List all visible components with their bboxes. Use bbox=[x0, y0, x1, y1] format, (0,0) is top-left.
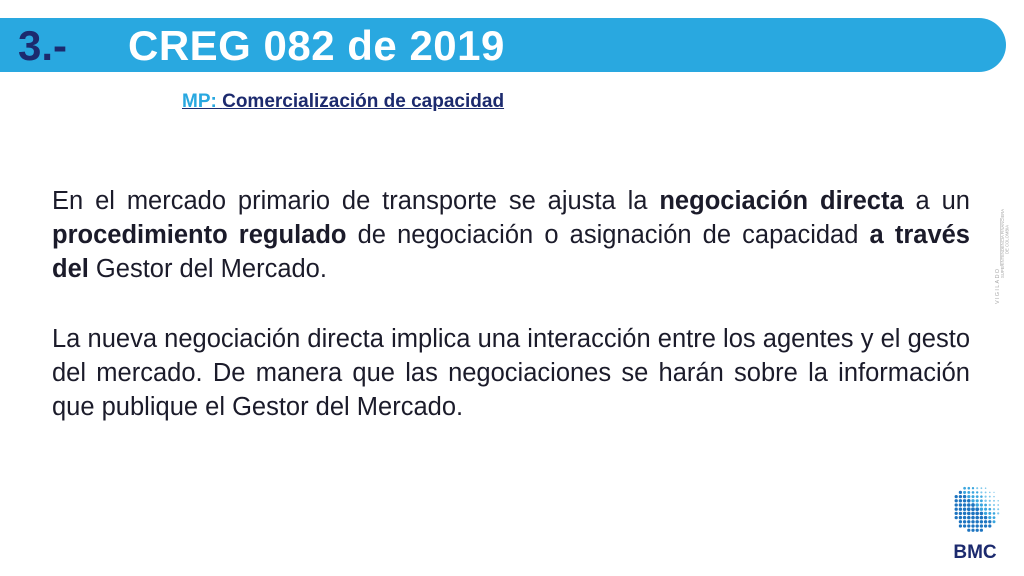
logo-text: BMC bbox=[953, 542, 997, 562]
page-title: CREG 082 de 2019 bbox=[128, 22, 505, 69]
logo-dot bbox=[980, 503, 983, 506]
logo-dot bbox=[997, 508, 999, 510]
logo-dot bbox=[971, 529, 974, 532]
logo-dot bbox=[968, 487, 971, 490]
logo-dot bbox=[980, 499, 983, 502]
logo-dot bbox=[989, 496, 991, 498]
p1-text-4: Gestor del Mercado. bbox=[88, 255, 327, 283]
logo-dot bbox=[988, 516, 991, 519]
logo-dot bbox=[988, 508, 991, 511]
logo-dot bbox=[967, 520, 970, 523]
logo-dot bbox=[971, 495, 974, 498]
logo-dot bbox=[971, 512, 975, 516]
logo-dot bbox=[984, 508, 987, 511]
logo-dot bbox=[975, 503, 978, 506]
logo-dot bbox=[963, 507, 967, 511]
logo-dot bbox=[955, 508, 958, 511]
subtitle-text: Comercialización de capacidad bbox=[222, 91, 505, 112]
logo-dot bbox=[976, 499, 979, 502]
logo-dot bbox=[972, 491, 975, 494]
p1-bold-1: negociación directa bbox=[659, 187, 904, 215]
logo-dot bbox=[959, 499, 962, 502]
logo-dot bbox=[976, 487, 978, 489]
paragraph-2: La nueva negociación directa implica una interacción entre los agentes y el gesto del mercado. De manera que las negociaciones se harán sobre la información que publique el Gestor del Mercado. bbox=[52, 325, 970, 421]
logo-dot bbox=[967, 524, 970, 527]
logo-dot bbox=[993, 504, 995, 506]
bmc-logo bbox=[944, 482, 1006, 562]
logo-dot bbox=[971, 516, 975, 520]
logo-dot bbox=[971, 520, 974, 523]
logo-dot bbox=[976, 524, 979, 527]
p1-bold-3: a través del bbox=[52, 221, 970, 283]
logo-dot bbox=[963, 487, 966, 490]
logo-dot bbox=[993, 520, 996, 523]
entity-line-1: SUPERINTENDENCIA FINANCIERA bbox=[1000, 208, 1005, 278]
logo-dot bbox=[993, 500, 995, 502]
logo-dot bbox=[989, 492, 991, 494]
logo-dot bbox=[963, 516, 966, 519]
logo-dot bbox=[988, 520, 991, 523]
logo-dot bbox=[989, 504, 991, 506]
logo-dot bbox=[975, 507, 979, 511]
logo-dot bbox=[967, 491, 970, 494]
logo-dot bbox=[985, 487, 987, 489]
logo-dot bbox=[967, 499, 971, 503]
logo-dot bbox=[963, 495, 966, 498]
logo-dot bbox=[955, 495, 958, 498]
logo-dot bbox=[967, 507, 971, 511]
logo-dot bbox=[959, 503, 962, 506]
logo-dot bbox=[985, 496, 987, 498]
logo-dot bbox=[959, 516, 962, 519]
logo-dot bbox=[980, 520, 983, 523]
logo-dot bbox=[997, 500, 999, 502]
logo-dot bbox=[984, 512, 987, 515]
p1-text-2: a un bbox=[903, 187, 970, 215]
logo-dot bbox=[971, 503, 975, 507]
logo-dot bbox=[993, 496, 995, 498]
logo-dot bbox=[984, 500, 987, 503]
logo-dot bbox=[959, 512, 962, 515]
logo-dot bbox=[976, 495, 979, 498]
vigilado-label: VIGILADO bbox=[995, 267, 1001, 304]
logo-dot bbox=[980, 487, 982, 489]
logo-dot bbox=[971, 499, 974, 502]
logo-dot bbox=[993, 512, 996, 515]
logo-dot bbox=[963, 524, 966, 527]
logo-dot bbox=[984, 516, 987, 519]
logo-dot bbox=[971, 524, 974, 527]
logo-dot bbox=[980, 524, 983, 527]
logo-dot bbox=[967, 495, 970, 498]
logo-dot bbox=[988, 512, 991, 515]
logo-dot bbox=[980, 507, 983, 510]
logo-dot bbox=[971, 507, 975, 511]
logo-dot bbox=[980, 491, 982, 493]
logo-dot bbox=[975, 516, 979, 520]
logo-dot bbox=[955, 516, 958, 519]
logo-dot bbox=[997, 504, 999, 506]
logo-dot bbox=[955, 503, 958, 506]
logo-dot bbox=[984, 504, 987, 507]
logo-dot bbox=[963, 491, 966, 494]
logo-dot bbox=[963, 512, 966, 515]
logo-dot bbox=[997, 512, 999, 514]
logo-dot bbox=[980, 529, 983, 532]
logo-dot bbox=[955, 499, 958, 502]
logo-dot bbox=[984, 524, 987, 527]
logo-globe-icon bbox=[955, 487, 1000, 532]
logo-dot bbox=[975, 520, 978, 523]
logo-dot bbox=[976, 491, 978, 493]
logo-dot bbox=[967, 512, 971, 516]
logo-dot bbox=[959, 520, 962, 523]
section-number: 3.- bbox=[18, 22, 68, 69]
logo-dot bbox=[972, 487, 974, 489]
logo-dot bbox=[980, 495, 983, 498]
logo-dot bbox=[959, 524, 962, 527]
logo-dot bbox=[988, 524, 991, 527]
logo-dot bbox=[959, 491, 962, 494]
subtitle-prefix: MP: bbox=[182, 91, 223, 112]
logo-dot bbox=[975, 512, 979, 516]
logo-dot bbox=[993, 508, 995, 510]
logo-dot bbox=[980, 516, 984, 520]
logo-dot bbox=[963, 520, 966, 523]
logo-dot bbox=[976, 529, 979, 532]
logo-dot bbox=[980, 512, 984, 516]
logo-dot bbox=[955, 512, 958, 515]
p1-text-1: En el mercado primario de transporte se ajusta la bbox=[52, 187, 660, 215]
entity-line-2: DE COLOMBIA bbox=[1004, 224, 1010, 254]
logo-dot bbox=[989, 500, 991, 502]
logo-dot bbox=[967, 516, 971, 520]
logo-dot bbox=[959, 495, 962, 498]
logo-dot bbox=[984, 520, 987, 523]
vigilado-mark bbox=[994, 178, 1010, 308]
p1-bold-2: procedimiento regulado bbox=[52, 221, 347, 249]
logo-dot bbox=[967, 503, 971, 507]
logo-dot bbox=[963, 499, 966, 502]
subtitle bbox=[182, 90, 504, 114]
logo-dot bbox=[993, 492, 994, 493]
logo-dot bbox=[985, 491, 987, 493]
p1-text-3: de negociación o asignación de capacidad bbox=[346, 221, 870, 249]
logo-dot bbox=[963, 503, 967, 507]
paragraph-1 bbox=[52, 184, 970, 286]
logo-dot bbox=[967, 529, 970, 532]
logo-dot bbox=[959, 508, 962, 511]
logo-dot bbox=[993, 516, 996, 519]
